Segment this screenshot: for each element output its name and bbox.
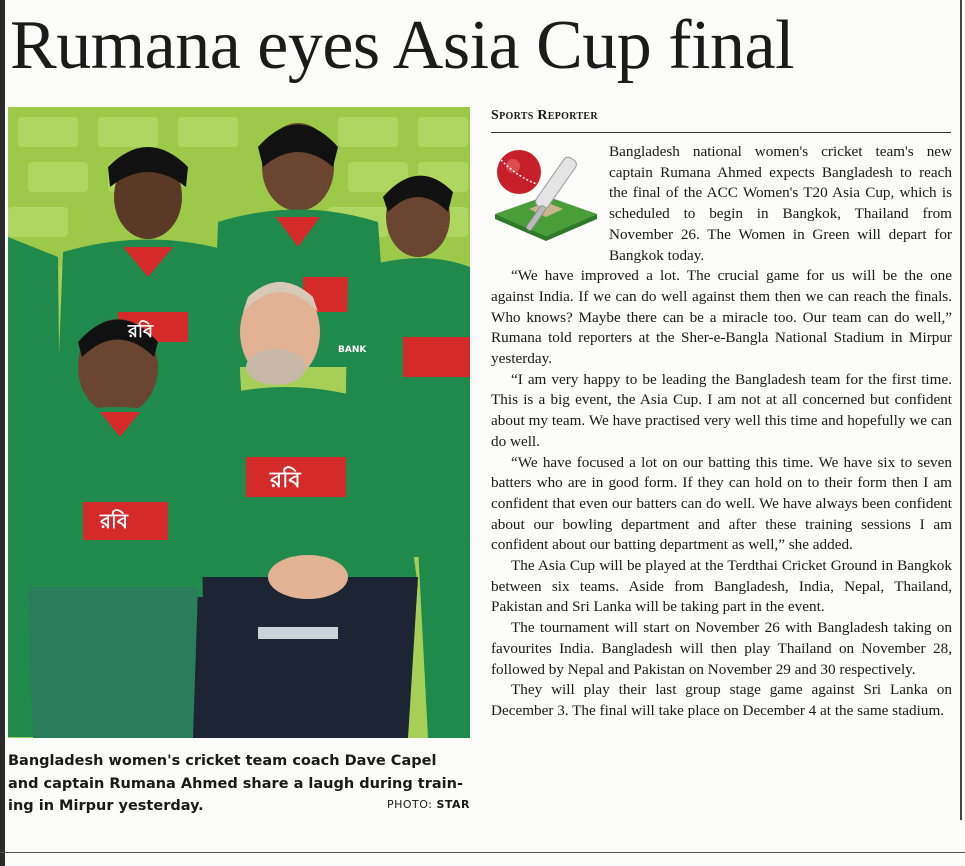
article-paragraph: They will play their last group stage game against Sri Lanka on December 3. The final will take place on December 4 at the same stadium.	[491, 681, 952, 719]
caption-line: Bangladesh women's cricket team coach Dave Capel	[8, 753, 437, 769]
article-paragraph: The Asia Cup will be played at the Terdthai Cricket Ground in Bangkok between six teams. Aside from Bangladesh, India, Nepal, Thailand, Pakistan and Sri Lanka will be taking part in the event.	[491, 557, 952, 616]
page-edge-left	[0, 0, 5, 866]
byline-text: Sports Reporter	[491, 108, 598, 123]
article-paragraph: “We have improved a lot. The crucial game for us will be the one against India. If we can do well against them then we can reach the finals. Who knows? Maybe there can be a miracle too. Our team can do well,” Rumana told reporters at the Sher-e-Bangla National Stadium in Mirpur yesterday.	[491, 267, 952, 368]
cricket-icon	[491, 144, 601, 252]
photo-coach-jersey-text: রবি	[270, 468, 301, 493]
photo-credit-label: PHOTO:	[386, 798, 433, 811]
byline	[491, 108, 951, 124]
article-paragraph: “I am very happy to be leading the Bangladesh team for the first time. This is a big event, the Asia Cup. I am not at all concerned but confident about my team. We have practised very well this time and hopefully we can do well.	[491, 370, 952, 450]
article-paragraph: “We have focused a lot on our batting this time. We have six to seven batters who are in good form. If they can hold on to their form then I am confident that even our batters can do well. We have always been confident about our bowling department and after these training sessions I am confident about our batting department as well,” she added.	[491, 453, 952, 554]
headline: Rumana eyes Asia Cup final	[10, 7, 795, 84]
article-paragraph: The tournament will start on November 26 with Bangladesh taking on favourites India. Bangladesh will then play Thailand on November 28, followed by Nepal and Pakistan on November 29 and 30 respectively.	[491, 619, 952, 678]
byline-rule	[491, 132, 951, 133]
photo-credit	[387, 794, 470, 817]
column-rule-right	[960, 0, 962, 820]
team-photo	[8, 107, 470, 738]
caption-line: ing in Mirpur yesterday.	[8, 798, 204, 814]
article-body	[491, 142, 952, 722]
photo-caption	[8, 750, 470, 818]
article-icon-wrap	[491, 142, 609, 266]
caption-line: and captain Rumana Ahmed share a laugh during train-	[8, 775, 463, 792]
page-bottom-rule	[0, 852, 965, 853]
photo-captain-jersey-text: রবি	[100, 509, 128, 533]
photo-jersey-text: রবি	[128, 321, 154, 342]
article-paragraph: Bangladesh national women's cricket team's new captain Rumana Ahmed expects Bangladesh to reach the final of the ACC Women's T20 Asia Cup, which is scheduled to begin in Bangkok, Thailand from November 26. The Women in Green will depart for Bangkok today.	[609, 143, 952, 264]
photo-credit-source: STAR	[436, 798, 470, 811]
photo-sponsor-text: BANK	[338, 345, 367, 355]
